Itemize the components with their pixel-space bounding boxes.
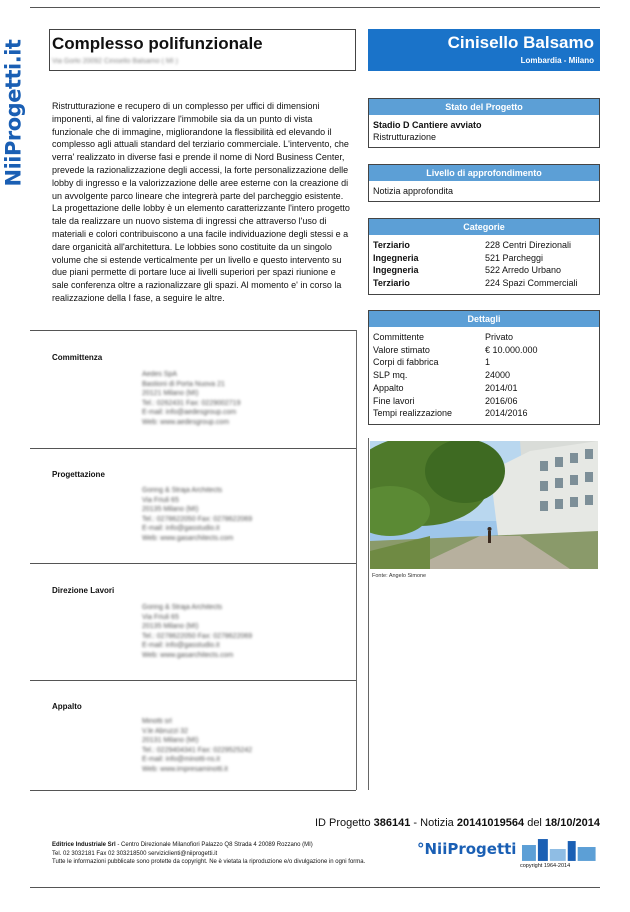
dettagli-row [373,331,595,344]
niiprogetti-logo[interactable]: °NiiProgetti [417,836,600,862]
vertical-logo[interactable]: NiiProgetti.it [1,39,26,187]
categorie-key: Terziario [373,278,410,289]
contact-line: Goring & Straja Architects [142,604,223,611]
dettagli-value: 24000 [485,370,511,381]
committenza-details [142,370,342,428]
contact-line: E-mail: info@aedesgroup.com [142,409,237,417]
stato-type: Ristrutturazione [373,132,437,142]
bottom-rule [30,887,600,888]
dettagli-key: SLP mq. [373,370,408,381]
dettagli-row [373,356,595,369]
region-name: Lombardia - Milano [520,56,594,65]
categorie-value: 224 Spazi Commerciali [485,278,578,289]
footer [52,841,452,867]
dettagli-row [373,382,595,395]
contact-line: Aedes SpA [142,371,178,378]
notizia-date: 18/10/2014 [544,817,600,829]
categorie-row [373,239,595,252]
dettagli-panel [368,310,600,425]
progettazione-details [142,486,342,544]
categorie-header: Categorie [369,219,599,235]
dettagli-value: 2014/2016 [485,408,528,419]
contact-line: Bastioni di Porta Nuova 21 [142,380,225,388]
dettagli-value: Privato [485,332,514,342]
dettagli-row [373,407,595,420]
photo-credit: Fonte: Angelo Simone [372,573,427,579]
footer-notice: Tutte le informazioni pubblicate sono protette da copyright. Ne è vietata la riproduzione e/o divulgazione in ogni forma. [52,859,366,866]
contact-line: 20135 Milano (MI) [142,506,199,514]
section-divider [30,563,356,564]
column-divider [356,330,357,790]
appalto-title: Appalto [52,702,82,711]
dettagli-value: 2016/06 [485,395,518,406]
categorie-key: Ingegneria [373,265,419,276]
page-title: Complesso polifunzionale [52,34,263,53]
title-box [49,29,356,71]
stato-header: Stato del Progetto [369,99,599,115]
direzione-lavori-title: Direzione Lavori [52,586,115,595]
footer-contacts[interactable]: Tel. 02 3032181 Fax 02 303218500 serviziclienti@niiprogetti.it [52,850,218,857]
contact-line: E-mail: info@gasstudio.it [142,642,220,650]
contact-line: Web: www.impresaminotti.it [142,765,228,773]
location-box [368,29,600,71]
contact-line: Goring & Straja Architects [142,487,223,494]
categorie-key: Terziario [373,240,410,250]
project-id-line: ID Progetto 386141 - Notizia 20141019564 del 18/10/2014 [314,817,600,829]
contact-line: Minotti srl [142,718,172,725]
contact-line: 20121 Milano (MI) [142,390,199,398]
stato-stage: Stadio D Cantiere avviato [373,120,482,130]
livello-panel [368,164,600,202]
notizia-id: 20141019564 [456,817,525,829]
section-divider [30,330,356,331]
dettagli-key: Fine lavori [373,395,415,406]
direzione-lavori-details [142,603,342,661]
dettagli-value: 2014/01 [485,382,518,393]
contact-line: Tel.: 0278622050 Fax: 0278622069 [142,515,253,523]
dettagli-value: 1 [485,357,491,368]
categorie-panel [368,218,600,295]
contact-line: Via Friuli 65 [142,613,179,621]
progettazione-title: Progettazione [52,470,105,479]
section-divider [30,448,356,449]
contact-line: E-mail: info@minotti-ns.it [142,756,220,764]
contact-line: Tel.: 0278622050 Fax: 0278622069 [142,632,253,640]
city-name: Cinisello Balsamo [447,33,594,52]
contact-line: Tel.: 0262431 Fax: 0229002719 [142,399,241,407]
dettagli-key: Tempi realizzazione [373,408,453,419]
dettagli-value: € 10.000.000 [485,344,538,355]
copyright: copyright 1964-2014 [520,863,571,869]
committenza-title: Committenza [52,353,103,362]
contact-line: Tel.: 0229404341 Fax: 0229525242 [142,746,253,754]
contact-line: E-mail: info@gasstudio.it [142,525,220,533]
categorie-row [373,277,595,290]
contact-line: Web: www.gasarchitects.com [142,534,234,542]
section-divider [30,790,356,791]
contact-line: Web: www.gasarchitects.com [142,651,234,659]
categorie-value: 521 Parcheggi [485,252,544,263]
contact-line: 20131 Milano (MI) [142,737,199,745]
project-address: Via Gorki 20092 Cinisello Balsamo ( MI ) [52,58,178,65]
contact-line: V.le Abruzzi 32 [142,727,189,735]
categorie-row [373,252,595,265]
stato-panel [368,98,600,148]
project-description: Ristrutturazione e recupero di un complesso per uffici di dimensioni imponenti, al fine di valorizzare l'immobile sia da un punto di vista funzionale che di immagine, migliorandone la flessibilità ed elevando il complesso agli attuali standard del terziario commerciale. L'intervento, che verra' realizzato in diverse fasi e prende il nome di Nord Business Center, prevede la razionalizzazione degli accessi, la forte personalizzazione delle lobby di ingresso e la valorizzazione delle aree esterne con la creazione di un avvolgente parco lineare che integrerà parte del parcheggio esistente. La progettazione delle lobby è un elemento caratterizzante l'intero progetto tale da realizzare un nuovo sistema di ingressi che attraverso l'uso di materiali e colori contribuiscono a una facile individuazione degli stessi e a dare organicità all'architettura. Le lobbies sono costituite da un singolo volume che si estende verticalmente per un livello e questo intervento su due piani permette di portare luce ai livelli superiori per spazi riunione e sale conferenza oltre a razionalizzare gli spazi. Al momento e' in corso la realizzazione della I fase, a seguire le altre. [52,101,350,303]
dettagli-header: Dettagli [369,311,599,327]
contact-line: Via Friuli 65 [142,496,179,504]
footer-company: Editrice Industriale Srl [52,842,116,848]
categorie-row [373,264,595,277]
top-rule [30,7,600,8]
project-photo[interactable] [370,441,598,569]
categorie-value: 228 Centri Direzionali [485,240,572,250]
livello-value: Notizia approfondita [373,186,454,196]
section-divider [30,680,356,681]
column-divider [368,438,369,790]
dettagli-key: Appalto [373,382,404,393]
project-id: 386141 [373,817,411,829]
dettagli-key: Corpi di fabbrica [373,357,439,368]
categorie-key: Ingegneria [373,252,419,263]
footer-address: - Centro Direzionale Milanofiori Palazzo Q8 Strada 4 20089 Rozzano (MI) [115,842,313,848]
dettagli-row [373,369,595,382]
dettagli-row [373,395,595,408]
dettagli-key: Committente [373,332,425,342]
livello-header: Livello di approfondimento [369,165,599,181]
dettagli-key: Valore stimato [373,344,430,355]
appalto-details [142,717,342,775]
contact-line: 20135 Milano (MI) [142,623,199,631]
dettagli-row [373,344,595,357]
categorie-value: 522 Arredo Urbano [485,265,562,276]
contact-line: Web: www.aedesgroup.com [142,418,230,426]
